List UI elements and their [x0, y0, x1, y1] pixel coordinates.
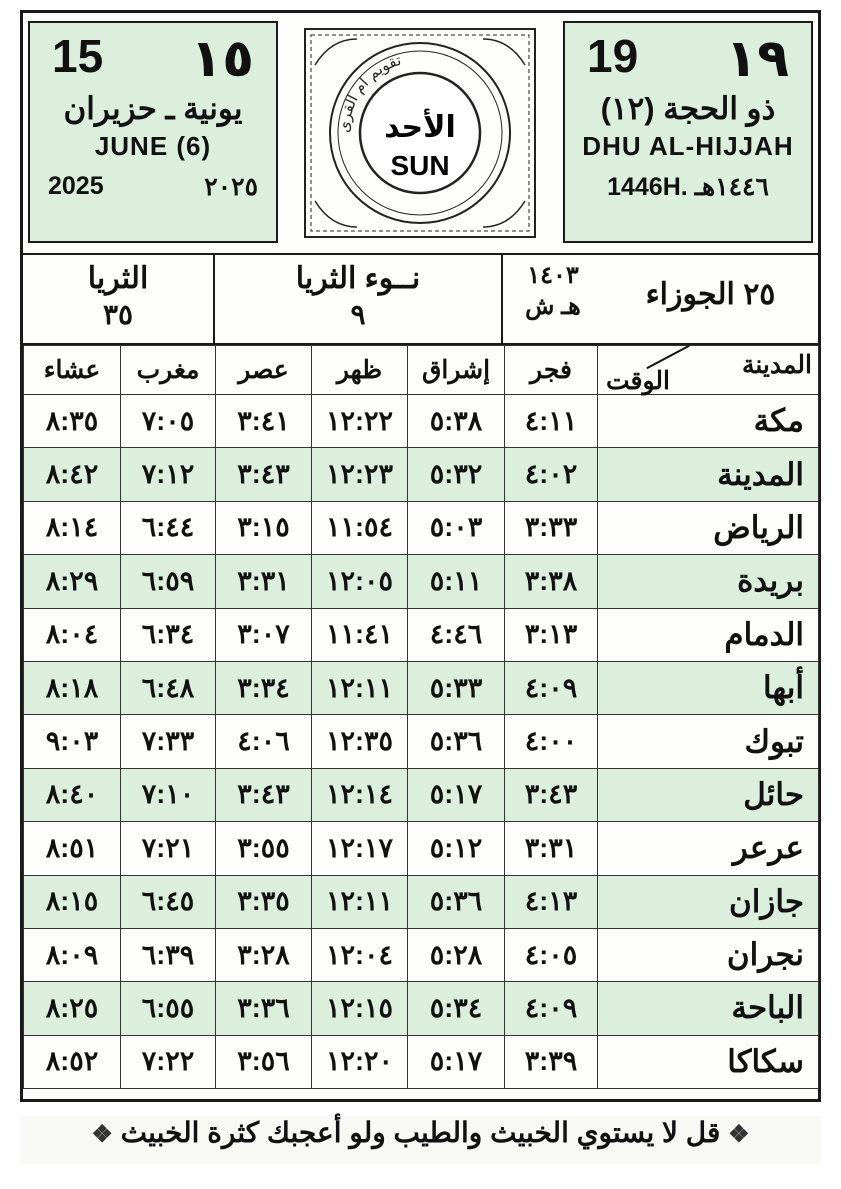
time-maghrib: ٧:٢١ [121, 822, 216, 875]
table-row [24, 501, 819, 554]
time-isha: ٨:٥٢ [24, 1035, 121, 1088]
header-fajr: فجر [505, 346, 598, 395]
city-name: عرعر [598, 822, 819, 875]
table-row [24, 608, 819, 661]
seal-ring-text: تقويم ام القرى [334, 50, 404, 134]
time-maghrib: ٧:٢٢ [121, 1035, 216, 1088]
hijri-month-arabic: ذو الحجة (١٢) [600, 91, 776, 126]
time-asr: ٣:٣١ [216, 555, 312, 608]
time-asr: ٣:٤٣ [216, 448, 312, 501]
solar-date-cell [603, 255, 818, 343]
time-maghrib: ٦:٣٤ [121, 608, 216, 661]
table-row [24, 928, 819, 981]
time-sunrise: ٥:٣٣ [408, 661, 505, 714]
time-sunrise: ٥:٣٦ [408, 715, 505, 768]
time-fajr: ٣:٣١ [505, 822, 598, 875]
time-isha: ٨:١٤ [24, 501, 121, 554]
corner-time-label: الوقت [606, 367, 670, 395]
time-asr: ٣:٤٣ [216, 768, 312, 821]
ornament-right-icon: ❖ [728, 1121, 750, 1149]
time-maghrib: ٦:٤٥ [121, 875, 216, 928]
time-fajr: ٤:٠٥ [505, 928, 598, 981]
gregorian-year-arabic: ٢٠٢٥ [204, 173, 258, 201]
time-sunrise: ٥:٢٨ [408, 928, 505, 981]
hijri-date-box [563, 21, 813, 243]
time-isha: ٨:٥١ [24, 822, 121, 875]
ornament-left-icon: ❖ [91, 1121, 113, 1149]
time-maghrib: ٧:٣٣ [121, 715, 216, 768]
gregorian-month-english: JUNE (6) [94, 131, 212, 161]
gregorian-month-arabic: يونية ـ حزيران [63, 91, 243, 126]
gregorian-day-latin: 15 [52, 30, 104, 82]
weekday-english: SUN [390, 150, 450, 181]
time-fajr: ٤:٠٠ [505, 715, 598, 768]
table-row [24, 555, 819, 608]
time-sunrise: ٥:١٢ [408, 822, 505, 875]
header-section [23, 13, 818, 253]
star-info-row [23, 253, 818, 345]
time-dhuhr: ١٢:١٤ [312, 768, 408, 821]
header-sunrise: إشراق [408, 346, 505, 395]
city-name: أبها [598, 661, 819, 714]
time-dhuhr: ١١:٥٤ [312, 501, 408, 554]
time-isha: ٨:٢٩ [24, 555, 121, 608]
time-maghrib: ٧:٠٥ [121, 395, 216, 448]
header-isha: عشاء [24, 346, 121, 395]
table-row [24, 875, 819, 928]
time-fajr: ٣:٤٣ [505, 768, 598, 821]
time-dhuhr: ١٢:١٧ [312, 822, 408, 875]
time-sunrise: ٥:١١ [408, 555, 505, 608]
star-cell [23, 255, 215, 343]
time-sunrise: ٥:١٧ [408, 1035, 505, 1088]
time-asr: ٣:٣٤ [216, 661, 312, 714]
time-maghrib: ٦:٥٥ [121, 982, 216, 1035]
time-sunrise: ٥:٣٦ [408, 875, 505, 928]
city-name: المدينة [598, 448, 819, 501]
time-asr: ٣:٥٥ [216, 822, 312, 875]
time-dhuhr: ١٢:١١ [312, 661, 408, 714]
table-body [24, 395, 819, 1089]
time-isha: ٨:٢٥ [24, 982, 121, 1035]
naw-label: نــوء الثريا [295, 262, 421, 295]
table-row [24, 448, 819, 501]
naw-day: ٩ [350, 299, 366, 330]
hijri-day-latin: 19 [587, 30, 639, 82]
time-asr: ٣:٥٦ [216, 1035, 312, 1088]
time-asr: ٣:١٥ [216, 501, 312, 554]
time-maghrib: ٦:٤٤ [121, 501, 216, 554]
time-fajr: ٣:٣٩ [505, 1035, 598, 1088]
time-dhuhr: ١٢:٢٢ [312, 395, 408, 448]
time-sunrise: ٤:٤٦ [408, 608, 505, 661]
header-maghrib: مغرب [121, 346, 216, 395]
time-fajr: ٤:١٣ [505, 875, 598, 928]
time-asr: ٤:٠٦ [216, 715, 312, 768]
table-row [24, 661, 819, 714]
time-isha: ٩:٠٣ [24, 715, 121, 768]
time-isha: ٨:١٨ [24, 661, 121, 714]
time-dhuhr: ١٢:١١ [312, 875, 408, 928]
time-sunrise: ٥:٣٨ [408, 395, 505, 448]
solar-year-cell [503, 255, 603, 343]
city-name: بريدة [598, 555, 819, 608]
weekday-arabic: الأحد [384, 110, 456, 145]
hijri-year: 1446H. ١٤٤٦هـ [607, 173, 769, 201]
time-dhuhr: ١٢:٠٥ [312, 555, 408, 608]
time-dhuhr: ١٢:٢٠ [312, 1035, 408, 1088]
table-row [24, 822, 819, 875]
seal-ornament-icon [301, 25, 539, 241]
time-asr: ٣:٣٥ [216, 875, 312, 928]
city-name: الدمام [598, 608, 819, 661]
time-dhuhr: ١٢:٠٤ [312, 928, 408, 981]
time-fajr: ٤:٠٢ [505, 448, 598, 501]
table-row [24, 1035, 819, 1088]
city-name: حائل [598, 768, 819, 821]
city-name: الباحة [598, 982, 819, 1035]
star-day: ٣٥ [102, 299, 134, 330]
time-maghrib: ٦:٤٨ [121, 661, 216, 714]
table-row [24, 768, 819, 821]
time-isha: ٨:٠٩ [24, 928, 121, 981]
weekday-seal [301, 25, 539, 241]
time-fajr: ٣:٣٣ [505, 501, 598, 554]
header-dhuhr: ظهر [312, 346, 408, 395]
time-fajr: ٤:١١ [505, 395, 598, 448]
time-asr: ٣:٣٦ [216, 982, 312, 1035]
city-name: مكة [598, 395, 819, 448]
city-name: تبوك [598, 715, 819, 768]
hijri-month-english: DHU AL-HIJJAH [582, 131, 794, 161]
table-header-row [24, 346, 819, 395]
time-sunrise: ٥:١٧ [408, 768, 505, 821]
time-sunrise: ٥:٠٣ [408, 501, 505, 554]
time-asr: ٣:٢٨ [216, 928, 312, 981]
city-name: جازان [598, 875, 819, 928]
naw-cell [215, 255, 503, 343]
table-row [24, 715, 819, 768]
hijri-day-arabic: ١٩ [725, 29, 789, 89]
corner-city-label: المدينة [741, 351, 812, 379]
city-name: نجران [598, 928, 819, 981]
table-row [24, 982, 819, 1035]
time-sunrise: ٥:٣٢ [408, 448, 505, 501]
solar-suffix: هـ ش [525, 293, 581, 320]
footer-verse-box [20, 1116, 821, 1164]
time-dhuhr: ١٢:١٥ [312, 982, 408, 1035]
time-fajr: ٣:٣٨ [505, 555, 598, 608]
time-fajr: ٣:١٣ [505, 608, 598, 661]
time-maghrib: ٦:٥٩ [121, 555, 216, 608]
solar-date: ٢٥ الجوزاء [645, 278, 776, 311]
time-dhuhr: ١٢:٢٣ [312, 448, 408, 501]
solar-year: ١٤٠٣ [527, 262, 579, 289]
time-asr: ٣:٤١ [216, 395, 312, 448]
calendar-sheet [20, 10, 821, 1102]
time-asr: ٣:٠٧ [216, 608, 312, 661]
header-corner [598, 346, 819, 395]
city-name: الرياض [598, 501, 819, 554]
time-isha: ٨:١٥ [24, 875, 121, 928]
time-maghrib: ٧:١٠ [121, 768, 216, 821]
table-row [24, 395, 819, 448]
time-dhuhr: ١١:٤١ [312, 608, 408, 661]
time-sunrise: ٥:٣٤ [408, 982, 505, 1035]
time-dhuhr: ١٢:٣٥ [312, 715, 408, 768]
prayer-times-table [23, 345, 819, 1089]
time-isha: ٨:٤٢ [24, 448, 121, 501]
time-fajr: ٤:٠٩ [505, 982, 598, 1035]
time-fajr: ٤:٠٩ [505, 661, 598, 714]
time-maghrib: ٧:١٢ [121, 448, 216, 501]
gregorian-date-box [28, 21, 278, 243]
star-name: الثريا [87, 262, 149, 295]
time-maghrib: ٦:٣٩ [121, 928, 216, 981]
city-name: سكاكا [598, 1035, 819, 1088]
gregorian-year-latin: 2025 [48, 172, 104, 200]
header-asr: عصر [216, 346, 312, 395]
time-isha: ٨:٠٤ [24, 608, 121, 661]
gregorian-day-arabic: ١٥ [190, 29, 254, 89]
time-isha: ٨:٤٠ [24, 768, 121, 821]
time-isha: ٨:٣٥ [24, 395, 121, 448]
footer-verse: قل لا يستوي الخبيث والطيب ولو أعجبك كثرة الخبيث [120, 1117, 721, 1148]
